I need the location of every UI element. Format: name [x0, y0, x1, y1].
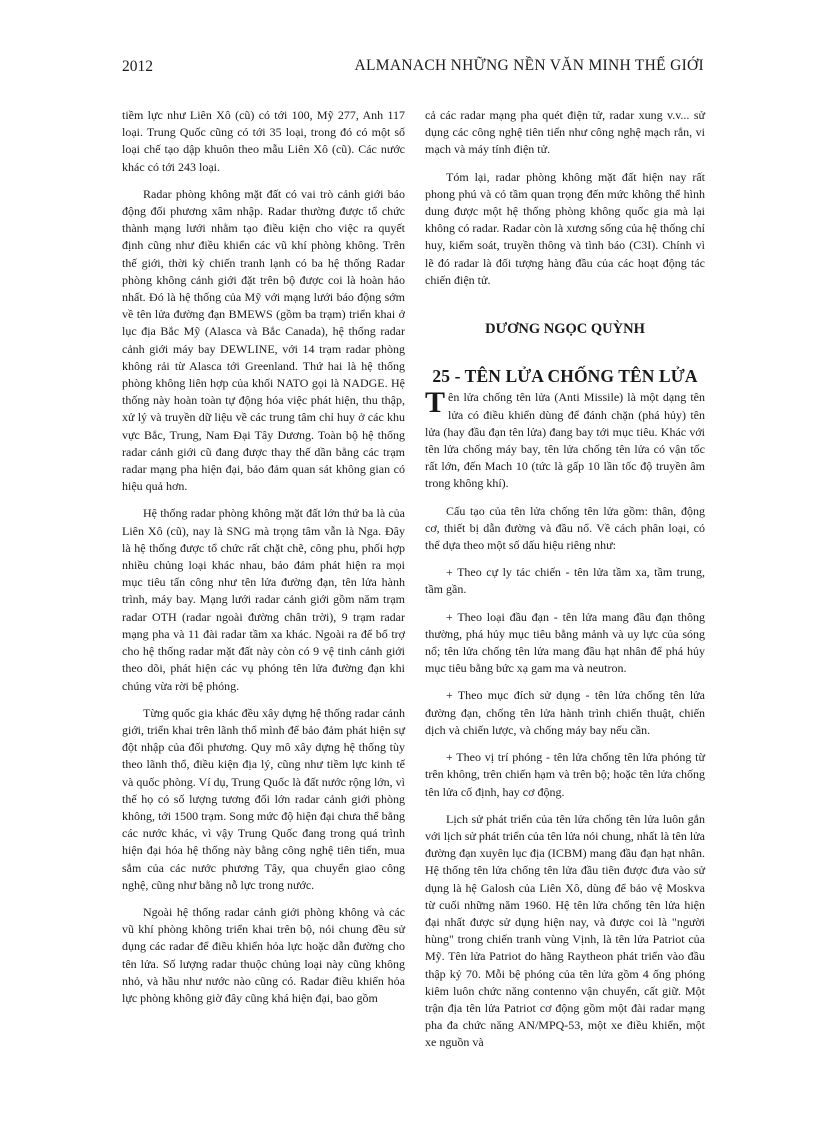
- paragraph: cả các radar mạng pha quét điện tử, radar xung v.v... sử dụng các công nghệ tiên tiến như công nghệ mạch rắn, vi mạch và máy tính điện tử.: [425, 108, 705, 157]
- paragraph: tiềm lực như Liên Xô (cũ) có tới 100, Mỹ 277, Anh 117 loại. Trung Quốc cũng có tới 35 loại, trong đó có một số loại chế tạo dập khuôn theo mẫu Liên Xô (cũ). Các nước khác có tới 243 loại.: [122, 108, 405, 174]
- paragraph: Ngoài hệ thống radar cảnh giới phòng không và các vũ khí phòng không triển khai trên bộ, nói chung đều sử dụng các radar để điều khiển hỏa lực hoặc dẫn đường cho tên lửa. Số lượng radar thuộc chủng loại này cũng không nhỏ, và hầu như nước nào cũng có. Radar điều khiển hỏa lực phòng không giờ đây cũng khá hiện đại, bao gồm: [122, 904, 405, 1005]
- right-column: [425, 107, 705, 1062]
- list-item: + Theo mục đích sử dụng - tên lửa chống tên lửa đường đạn, chống tên lửa hành trình chiến thuật, chiến dịch và chiến lược, và chống máy bay nếu cần.: [425, 688, 705, 737]
- running-head: ALMANACH NHỮNG NỀN VĂN MINH THẾ GIỚI: [354, 57, 704, 74]
- list-item: + Theo vị trí phóng - tên lửa chống tên lửa phóng từ trên không, trên chiến hạm và trên bộ; hoặc tên lửa chống tên lửa cố định, hay cơ động.: [425, 750, 705, 799]
- author-byline: DƯƠNG NGỌC QUỲNH: [485, 321, 645, 338]
- left-column: [122, 107, 405, 1017]
- paragraph: Tóm lại, radar phòng không mặt đất hiện nay rất phong phú và có tầm quan trọng đến mức không thể hình dung được một hệ thống phòng không quốc gia mà lại không có radar. Radar còn là xương sống của hệ thống chỉ huy, kiểm soát, truyền thông và tình báo (C3I). Chính vì lẽ đó radar là đối tượng hàng đầu của các hoạt động tác chiến điện tử.: [425, 169, 705, 287]
- paragraph: Từng quốc gia khác đều xây dựng hệ thống radar cảnh giới, triển khai trên lãnh thổ mình để bảo đảm phát hiện sự đột nhập của đối phương. Quy mô xây dựng hệ thống tùy theo lãnh thổ, điều kiện địa lý, cũng như tiềm lực kinh tế và quốc phòng. Ví dụ, Trung Quốc là đất nước rộng lớn, vì thế họ có số lượng tương đối lớn radar cảnh giới phòng không, tới 1500 trạm. Song mức độ hiện đại chưa thể bằng các nước khác, vì vậy Trung Quốc đang trong quá trình hiện đại hóa hệ thống này bằng công nghệ tiên tiến, mua sắm của các nước phương Tây, qua chuyển giao công nghệ, cũng như bằng nỗ lực trong nước.: [122, 705, 405, 892]
- list-item: + Theo cự ly tác chiến - tên lửa tầm xa, tầm trung, tầm gần.: [425, 565, 705, 597]
- paragraph: Lịch sử phát triển của tên lửa chống tên lửa luôn gắn với lịch sử phát triển của tên lửa nói chung, nhất là tên lửa đường đạn xuyên lục địa (ICBM) mang đầu đạn hạt nhân. Hệ thống tên lửa chống tên lửa đầu tiên được đưa vào sử dụng là hệ Galosh của Liên Xô, dùng để bảo vệ Moskva từ cuối những năm 1960. Hệ tên lửa chống tên lửa hiện đại nhất được sử dụng hiện nay, và được coi là "người hùng" trong chiến tranh vùng Vịnh, là tên lửa Patriot của Mỹ. Tên lửa Patriot do hãng Raytheon phát triển vào đầu thập kỷ 70. Mỗi bệ phóng của tên lửa gồm 4 ống phóng kiêm luôn chức năng contenno vận chuyển, cất giữ. Một trận địa tên lửa Patriot cơ động gồm một đài radar mạng pha đa chức năng AN/MPQ-53, một xe điều khiển, một xe nguồn và: [425, 811, 705, 1050]
- paragraph: Radar phòng không mặt đất có vai trò cảnh giới báo động đối phương xâm nhập. Radar thường được tổ chức thành mạng lưới nhằm tạo điều kiện cho việc ra quyết định cũng như điều khiển các vũ khí phòng không. Trên thế giới, thời kỳ chiến tranh lạnh có ba hệ thống Radar phòng không cảnh giới đặt trên bộ được coi là hoàn hảo nhất. Đó là hệ thống của Mỹ với mạng lưới báo động sớm về tên lửa đường đạn BMEWS (gồm ba trạm) triển khai ở lục địa Bắc Mỹ (Alasca và Bắc Canada), hệ thống radar cảnh giới máy bay DEWLINE, với 14 trạm radar phòng không rải từ Alasca tới Greenland. Thứ hai là hệ thống phòng không liên hợp của khối NATO gọi là NADGE. Hệ thống này hoàn toàn tự động hóa việc phát hiện, thu thập, xử lý và truyền dữ liệu về các trung tâm chỉ huy ở các khu vực Bắc, Trung, Nam Đại Tây Dương. Toàn bộ hệ thống radar cảnh giới cũ đang được thay thế dần bằng các trạm radar mạng pha hiện đại, bảo đảm quan sát không gian có hiệu quả hơn.: [122, 186, 405, 494]
- intro-text: ên lửa chống tên lửa (Anti Missile) là một dạng tên lửa có điều khiển dùng để đánh chặn (phá hủy) tên lửa (hay đầu đạn tên lửa) đang bay tới mục tiêu. Khác với tên lửa chống máy bay, tên lửa chống tên lửa có vận tốc rất lớn, đến Mach 10 (tức là gấp 10 lần tốc độ truyền âm trong không khí).: [425, 390, 705, 491]
- page-number: 2012: [122, 58, 153, 75]
- paragraph: Hệ thống radar phòng không mặt đất lớn thứ ba là của Liên Xô (cũ), nay là SNG mà trọng tâm vẫn là Nga. Đây là hệ thống được tổ chức rất chặt chẽ, công phu, phối hợp nhiều chủng loại khác nhau, bảo đảm phát hiện ra mọi mục tiêu tấn công như tên lửa đường đạn, tên lửa hành trình, máy bay. Mạng lưới radar cảnh giới gồm năm trạm radar OTH (radar ngoài đường chân trời), 9 trạm radar mạng pha và 11 đài radar tầm xa khác. Ngoài ra để bổ trợ cho hệ thống radar mặt đất này còn có 9 vệ tinh cảnh giới theo dõi, phát hiện các vụ phóng tên lửa đường đạn khi chúng vừa rời bệ phóng.: [122, 506, 405, 693]
- section-title: 25 - TÊN LỬA CHỐNG TÊN LỬA: [432, 366, 698, 387]
- list-item: + Theo loại đầu đạn - tên lửa mang đầu đạn thông thường, phá hủy mục tiêu bằng mảnh và uy lực của sóng nổ; tên lửa chống tên lửa mang đầu hạt nhân để phá hủy mục tiêu bằng bức xạ gam ma và neutron.: [425, 609, 705, 676]
- drop-cap: T: [425, 386, 446, 420]
- intro-paragraph: [425, 386, 705, 492]
- paragraph: Cấu tạo của tên lửa chống tên lửa gồm: thân, động cơ, thiết bị dẫn đường và đầu nổ. Về cách phân loại, có thể dựa theo một số dấu hiệu riêng như:: [425, 503, 705, 553]
